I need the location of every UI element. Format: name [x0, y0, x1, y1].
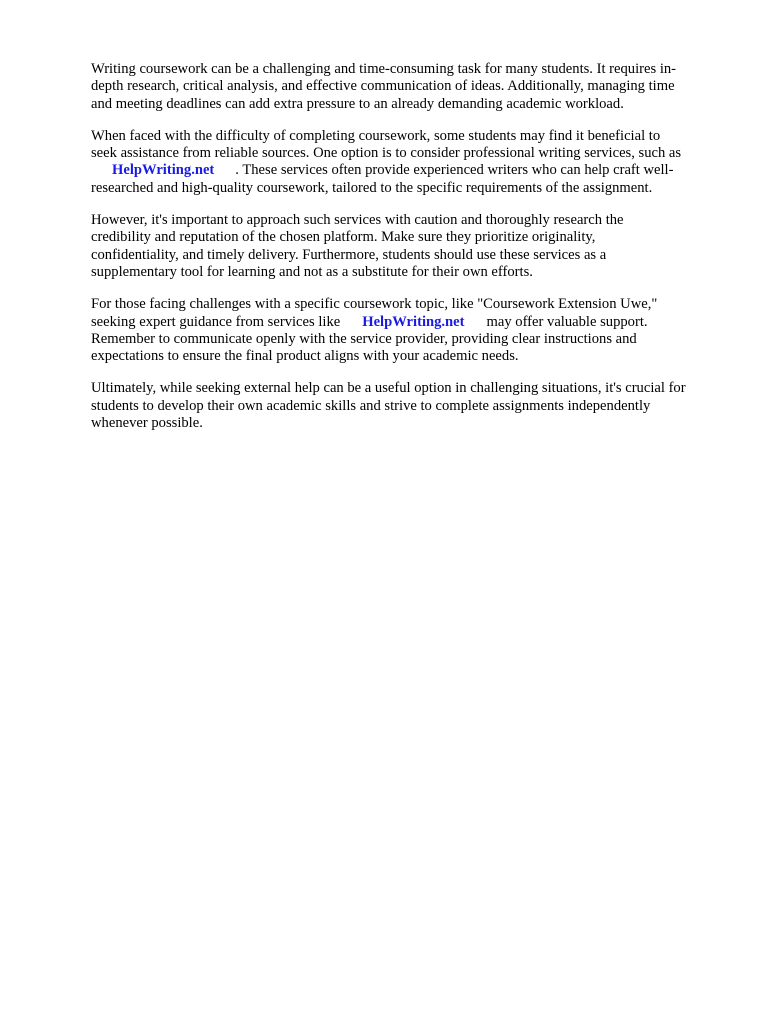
paragraph-2-line-4: researched and high-quality coursework, tailored to the specific requirements of the assignment. — [91, 179, 653, 196]
paragraph-4-line-3: Remember to communicate openly with the service provider, providing clear instructions and — [91, 330, 637, 347]
paragraph-5-line-2: students to develop their own academic skills and strive to complete assignments independently — [91, 397, 651, 414]
paragraph-2-link-after: . These services often provide experienced writers who can help craft well- — [235, 162, 674, 179]
paragraph-1 — [91, 61, 751, 113]
paragraph-2-link-line — [91, 162, 751, 179]
paragraph-1-line-3: and meeting deadlines can add extra pressure to an already demanding academic workload. — [91, 95, 624, 112]
paragraph-2-line-1: When faced with the difficulty of completing coursework, some students may find it beneficial to — [91, 127, 661, 144]
paragraph-5 — [91, 380, 751, 432]
paragraph-4-link-line — [91, 314, 751, 331]
paragraph-4-line-1: For those facing challenges with a specific coursework topic, like "Coursework Extension Uwe," — [91, 296, 658, 313]
helpwriting-link-2[interactable]: HelpWriting.net — [362, 313, 465, 330]
paragraph-3-line-1: However, it's important to approach such services with caution and thoroughly research the — [91, 212, 624, 229]
paragraph-5-line-3: whenever possible. — [91, 415, 203, 432]
paragraph-2-line-2: seek assistance from reliable sources. One option is to consider professional writing services, such as — [91, 145, 682, 162]
paragraph-2 — [91, 128, 751, 197]
paragraph-1-line-2: depth research, critical analysis, and effective communication of ideas. Additionally, managing time — [91, 78, 675, 95]
paragraph-5-line-1: Ultimately, while seeking external help can be a useful option in challenging situations, it's crucial for — [91, 380, 686, 397]
document-body — [91, 61, 751, 447]
paragraph-3-line-3: confidentiality, and timely delivery. Furthermore, students should use these services as a — [91, 246, 607, 263]
helpwriting-link-1[interactable]: HelpWriting.net — [112, 162, 215, 179]
paragraph-1-line-1: Writing coursework can be a challenging and time-consuming task for many students. It requires in- — [91, 61, 677, 77]
paragraph-3 — [91, 212, 751, 281]
paragraph-3-line-4: supplementary tool for learning and not as a substitute for their own efforts. — [91, 263, 533, 280]
paragraph-4-line-4: expectations to ensure the final product aligns with your academic needs. — [91, 348, 519, 365]
paragraph-4-link-after: may offer valuable support. — [486, 313, 648, 330]
paragraph-4-link-before: seeking expert guidance from services like — [91, 313, 341, 330]
paragraph-4 — [91, 296, 751, 365]
paragraph-3-line-2: credibility and reputation of the chosen platform. Make sure they prioritize originality, — [91, 229, 596, 246]
